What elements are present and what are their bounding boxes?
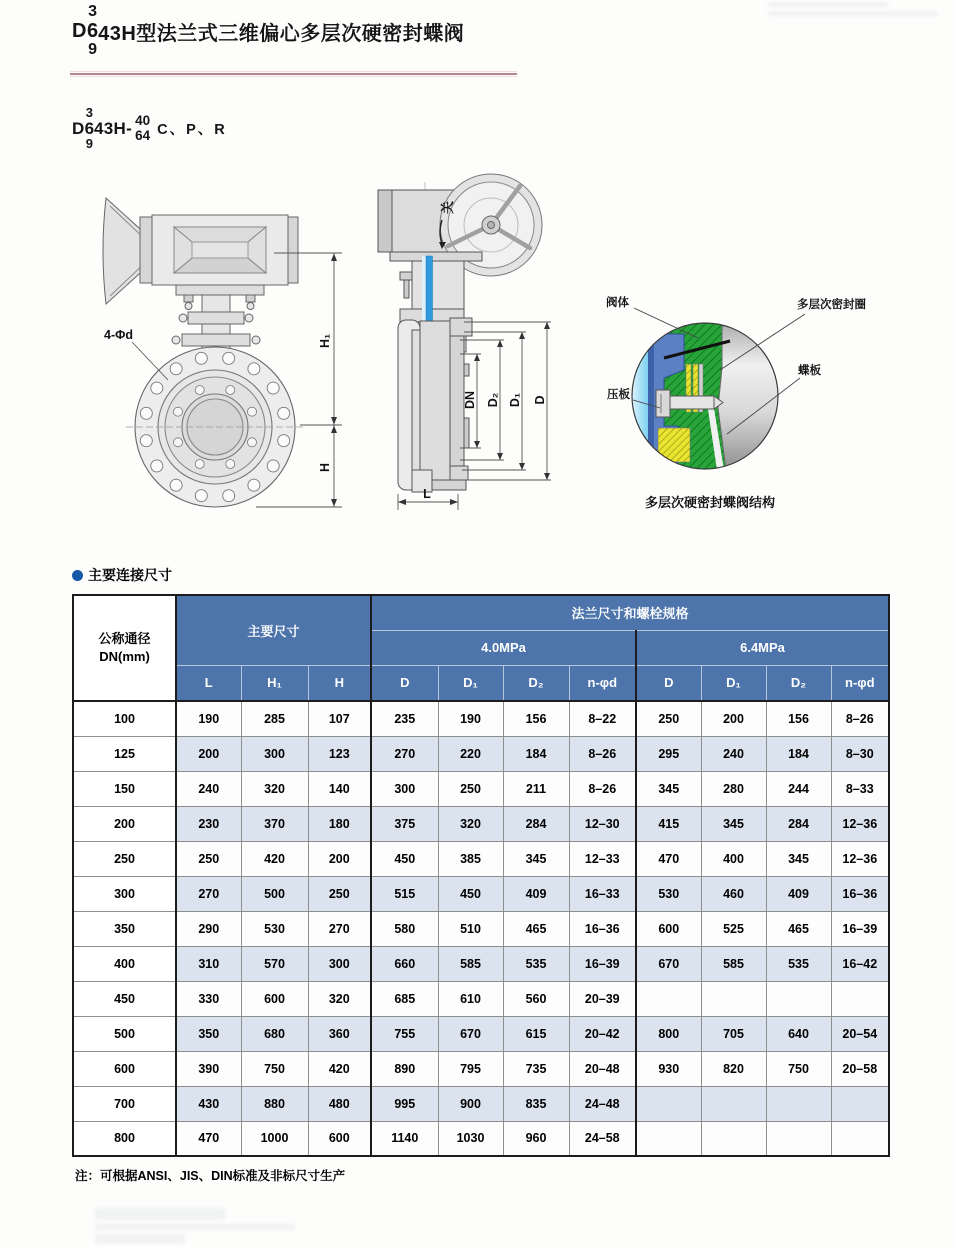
dim-cell xyxy=(636,981,701,1016)
dim-cell: 820 xyxy=(701,1051,766,1086)
col-header-l: L xyxy=(176,665,241,701)
col-header-h1: H₁ xyxy=(241,665,308,701)
dn-cell: 125 xyxy=(73,736,176,771)
dim-cell: 280 xyxy=(701,771,766,806)
dim-cell: 640 xyxy=(766,1016,831,1051)
dim-cell: 530 xyxy=(241,911,308,946)
dim-cell xyxy=(636,1121,701,1156)
dim-cell: 8–26 xyxy=(569,736,636,771)
valve-body-section xyxy=(398,318,472,492)
model-frac-top: 40 xyxy=(135,112,151,128)
title-underline xyxy=(70,71,517,76)
dim-cell: 755 xyxy=(371,1016,438,1051)
footnote: 注：可根据ANSI、JIS、DIN标准及非标尺寸生产 xyxy=(75,1169,346,1183)
dim-cell: 480 xyxy=(308,1086,371,1121)
dim-cell: 20–54 xyxy=(831,1016,889,1051)
dim-cell: 415 xyxy=(636,806,701,841)
dim-cell: 610 xyxy=(438,981,503,1016)
dim-cell: 515 xyxy=(371,876,438,911)
dim-cell: 615 xyxy=(503,1016,569,1051)
dim-cell: 345 xyxy=(503,841,569,876)
dim-cell: 1140 xyxy=(371,1121,438,1156)
dim-cell: 470 xyxy=(176,1121,241,1156)
dim-cell: 750 xyxy=(241,1051,308,1086)
model-stack xyxy=(85,106,94,151)
title-model-stack xyxy=(87,4,98,59)
dimensions-table-body xyxy=(73,701,889,1156)
dim-h-label: H xyxy=(318,462,332,472)
section-view-drawing xyxy=(360,168,600,546)
dim-cell: 670 xyxy=(438,1016,503,1051)
close-direction-label: 关 xyxy=(440,200,455,214)
dim-cell: 705 xyxy=(701,1016,766,1051)
dim-cell: 960 xyxy=(503,1121,569,1156)
dim-cell: 370 xyxy=(241,806,308,841)
dim-cell: 156 xyxy=(503,701,569,736)
dim-cell: 320 xyxy=(438,806,503,841)
table-row xyxy=(73,806,889,841)
dim-cell: 310 xyxy=(176,946,241,981)
dim-cell: 390 xyxy=(176,1051,241,1086)
dim-cell: 345 xyxy=(766,841,831,876)
dim-cell xyxy=(831,1086,889,1121)
dim-cell: 180 xyxy=(308,806,371,841)
dim-cell: 8–26 xyxy=(831,701,889,736)
label-valve-body: 阀体 xyxy=(606,297,629,309)
dim-cell: 510 xyxy=(438,911,503,946)
dn-cell: 800 xyxy=(73,1121,176,1156)
group-header-main-dims: 主要尺寸 xyxy=(176,595,371,665)
table-row xyxy=(73,771,889,806)
dim-cell: 20–48 xyxy=(569,1051,636,1086)
dim-cell: 660 xyxy=(371,946,438,981)
dim-cell: 235 xyxy=(371,701,438,736)
dim-cell: 16–36 xyxy=(831,876,889,911)
dim-cell: 835 xyxy=(503,1086,569,1121)
dim-cell: 800 xyxy=(636,1016,701,1051)
dim-cell: 580 xyxy=(371,911,438,946)
dim-h1-label: H₁ xyxy=(318,333,332,348)
dn-cell: 150 xyxy=(73,771,176,806)
dn-cell: 250 xyxy=(73,841,176,876)
dim-cell: 12–30 xyxy=(569,806,636,841)
dim-cell: 600 xyxy=(636,911,701,946)
dim-cell: 585 xyxy=(438,946,503,981)
dim-cell: 12–33 xyxy=(569,841,636,876)
dim-cell: 123 xyxy=(308,736,371,771)
dn-cell: 700 xyxy=(73,1086,176,1121)
group-header-64mpa: 6.4MPa xyxy=(636,630,889,665)
page-title xyxy=(72,4,464,59)
dn-header-line2: DN(mm) xyxy=(99,649,150,664)
dim-cell: 470 xyxy=(636,841,701,876)
dim-cell: 270 xyxy=(308,911,371,946)
dim-cell: 1000 xyxy=(241,1121,308,1156)
dim-cell: 320 xyxy=(308,981,371,1016)
group-header-4mpa: 4.0MPa xyxy=(371,630,636,665)
dim-cell: 250 xyxy=(176,841,241,876)
dim-cell: 270 xyxy=(371,736,438,771)
label-pressure-plate: 压板 xyxy=(607,389,630,401)
dim-cell: 8–22 xyxy=(569,701,636,736)
dn-header-line1: 公称通径 xyxy=(98,631,151,647)
dim-cell: 995 xyxy=(371,1086,438,1121)
dim-cell: 385 xyxy=(438,841,503,876)
dn-cell: 300 xyxy=(73,876,176,911)
dim-cell: 200 xyxy=(308,841,371,876)
dim-cell: 345 xyxy=(701,806,766,841)
dim-cell: 460 xyxy=(701,876,766,911)
dim-cell: 284 xyxy=(503,806,569,841)
title-stack-top: 3 xyxy=(88,3,97,20)
dim-cell xyxy=(701,1121,766,1156)
dim-cell: 525 xyxy=(701,911,766,946)
dim-cell: 535 xyxy=(766,946,831,981)
dim-cell: 420 xyxy=(308,1051,371,1086)
dim-cell: 8–33 xyxy=(831,771,889,806)
dim-cell: 200 xyxy=(701,701,766,736)
dim-cell: 244 xyxy=(766,771,831,806)
dim-d2-label: D₂ xyxy=(486,392,500,408)
dim-cell: 290 xyxy=(176,911,241,946)
dim-cell: 465 xyxy=(766,911,831,946)
dn-cell: 600 xyxy=(73,1051,176,1086)
table-row xyxy=(73,736,889,771)
dim-cell xyxy=(766,981,831,1016)
col-header-h: H xyxy=(308,665,371,701)
dim-cell: 240 xyxy=(701,736,766,771)
dim-cell: 220 xyxy=(438,736,503,771)
dim-cell: 375 xyxy=(371,806,438,841)
table-row xyxy=(73,1051,889,1086)
label-seal-ring: 多层次密封圈 xyxy=(797,299,866,311)
dim-cell: 16–39 xyxy=(569,946,636,981)
title-stack-bottom: 9 xyxy=(88,40,97,58)
dim-cell: 560 xyxy=(503,981,569,1016)
dim-cell xyxy=(701,1086,766,1121)
front-view-drawing xyxy=(76,172,356,532)
dim-cell: 20–39 xyxy=(569,981,636,1016)
table-row xyxy=(73,911,889,946)
table-row xyxy=(73,1086,889,1121)
dim-cell: 450 xyxy=(371,841,438,876)
dim-cell: 735 xyxy=(503,1051,569,1086)
bullet-icon xyxy=(72,570,83,581)
dim-cell: 420 xyxy=(241,841,308,876)
dim-cell xyxy=(636,1086,701,1121)
col-header-d1-40: D₁ xyxy=(438,665,503,701)
col-header-d2-64: D₂ xyxy=(766,665,831,701)
dim-cell: 320 xyxy=(241,771,308,806)
dim-cell: 16–33 xyxy=(569,876,636,911)
dim-cell: 890 xyxy=(371,1051,438,1086)
dim-cell: 211 xyxy=(503,771,569,806)
dim-cell: 16–39 xyxy=(831,911,889,946)
seal-detail-drawing xyxy=(598,278,955,523)
dim-cell: 450 xyxy=(438,876,503,911)
table-row xyxy=(73,946,889,981)
dim-cell: 600 xyxy=(308,1121,371,1156)
dim-cell: 190 xyxy=(176,701,241,736)
title-text: 43H型法兰式三维偏心多层次硬密封蝶阀 xyxy=(98,22,465,45)
dimensions-table xyxy=(72,594,890,1157)
dim-cell: 20–42 xyxy=(569,1016,636,1051)
col-header-d-64: D xyxy=(636,665,701,701)
dim-cell xyxy=(766,1086,831,1121)
dim-cell: 1030 xyxy=(438,1121,503,1156)
dim-cell: 409 xyxy=(766,876,831,911)
model-stack-top: 3 xyxy=(85,105,93,120)
col-header-d-40: D xyxy=(371,665,438,701)
model-designation xyxy=(72,106,227,151)
dim-cell xyxy=(831,1121,889,1156)
col-header-d2-40: D₂ xyxy=(503,665,569,701)
dim-cell: 360 xyxy=(308,1016,371,1051)
dim-cell: 680 xyxy=(241,1016,308,1051)
dim-cell: 250 xyxy=(636,701,701,736)
dim-cell: 200 xyxy=(176,736,241,771)
dim-cell: 750 xyxy=(766,1051,831,1086)
dim-cell: 670 xyxy=(636,946,701,981)
dim-cell: 12–36 xyxy=(831,806,889,841)
model-mid: 43H- xyxy=(94,118,133,138)
dim-cell: 409 xyxy=(503,876,569,911)
table-row xyxy=(73,1016,889,1051)
dim-cell: 300 xyxy=(241,736,308,771)
dim-cell: 24–58 xyxy=(569,1121,636,1156)
model-suffix: C、P、R xyxy=(157,122,227,139)
dim-cell: 250 xyxy=(438,771,503,806)
dim-cell: 465 xyxy=(503,911,569,946)
group-header-flange: 法兰尺寸和螺栓规格 xyxy=(371,595,889,630)
dim-cell: 250 xyxy=(308,876,371,911)
table-row xyxy=(73,876,889,911)
col-header-nphid-64: n-φd xyxy=(831,665,889,701)
dim-cell: 24–48 xyxy=(569,1086,636,1121)
table-row xyxy=(73,841,889,876)
dim-cell: 900 xyxy=(438,1086,503,1121)
dim-cell: 16–36 xyxy=(569,911,636,946)
dim-cell: 285 xyxy=(241,701,308,736)
dim-cell: 284 xyxy=(766,806,831,841)
table-row xyxy=(73,701,889,736)
dn-cell: 500 xyxy=(73,1016,176,1051)
dim-cell: 8–26 xyxy=(569,771,636,806)
dim-cell: 600 xyxy=(241,981,308,1016)
dn-cell: 450 xyxy=(73,981,176,1016)
dn-cell: 400 xyxy=(73,946,176,981)
dim-cell: 330 xyxy=(176,981,241,1016)
dim-cell: 535 xyxy=(503,946,569,981)
dn-cell: 100 xyxy=(73,701,176,736)
model-prefix: D xyxy=(72,118,85,138)
dim-cell xyxy=(831,981,889,1016)
dim-cell: 12–36 xyxy=(831,841,889,876)
model-stack-mid: 6 xyxy=(84,118,95,138)
section-header xyxy=(72,565,172,585)
dim-cell: 156 xyxy=(766,701,831,736)
section-title: 主要连接尺寸 xyxy=(88,567,172,583)
dim-cell: 930 xyxy=(636,1051,701,1086)
dim-cell: 270 xyxy=(176,876,241,911)
dim-cell: 350 xyxy=(176,1016,241,1051)
table-row xyxy=(73,1121,889,1156)
col-header-dn xyxy=(73,595,176,701)
dim-d-label: D xyxy=(533,395,547,405)
dim-cell: 300 xyxy=(371,771,438,806)
dim-cell xyxy=(701,981,766,1016)
dim-cell: 685 xyxy=(371,981,438,1016)
col-header-d1-64: D₁ xyxy=(701,665,766,701)
dim-cell: 240 xyxy=(176,771,241,806)
dim-cell: 8–30 xyxy=(831,736,889,771)
dim-cell: 400 xyxy=(701,841,766,876)
model-stack-bottom: 9 xyxy=(85,136,93,152)
title-stack-mid: 6 xyxy=(86,19,99,42)
dim-cell: 295 xyxy=(636,736,701,771)
dim-cell: 795 xyxy=(438,1051,503,1086)
scan-artifact-bottom-left xyxy=(95,1208,435,1247)
label-disc: 蝶板 xyxy=(798,365,821,377)
model-frac-bottom: 64 xyxy=(135,127,151,143)
detail-caption: 多层次硬密封蝶阀结构 xyxy=(645,495,776,510)
dn-cell: 350 xyxy=(73,911,176,946)
dim-cell: 16–42 xyxy=(831,946,889,981)
scan-artifact-top-right xyxy=(768,2,940,20)
dim-dn-label: DN xyxy=(463,390,477,410)
dim-l-label: L xyxy=(423,487,431,501)
dim-cell: 570 xyxy=(241,946,308,981)
dim-cell: 20–58 xyxy=(831,1051,889,1086)
table-row xyxy=(73,981,889,1016)
dim-cell: 585 xyxy=(701,946,766,981)
dim-d1-label: D₁ xyxy=(508,392,522,408)
dim-cell: 230 xyxy=(176,806,241,841)
model-pressure-fraction xyxy=(135,114,150,144)
dim-cell: 190 xyxy=(438,701,503,736)
dim-cell: 300 xyxy=(308,946,371,981)
dim-cell: 880 xyxy=(241,1086,308,1121)
col-header-nphid-40: n-φd xyxy=(569,665,636,701)
dim-cell: 184 xyxy=(503,736,569,771)
dim-cell: 345 xyxy=(636,771,701,806)
dim-cell: 430 xyxy=(176,1086,241,1121)
dn-cell: 200 xyxy=(73,806,176,841)
dim-cell: 530 xyxy=(636,876,701,911)
dim-cell: 140 xyxy=(308,771,371,806)
dim-cell: 107 xyxy=(308,701,371,736)
dim-cell xyxy=(766,1121,831,1156)
title-prefix: D xyxy=(72,19,87,42)
dim-cell: 184 xyxy=(766,736,831,771)
bolt-hole-dim-label: 4-Φd xyxy=(104,328,134,342)
dim-cell: 500 xyxy=(241,876,308,911)
